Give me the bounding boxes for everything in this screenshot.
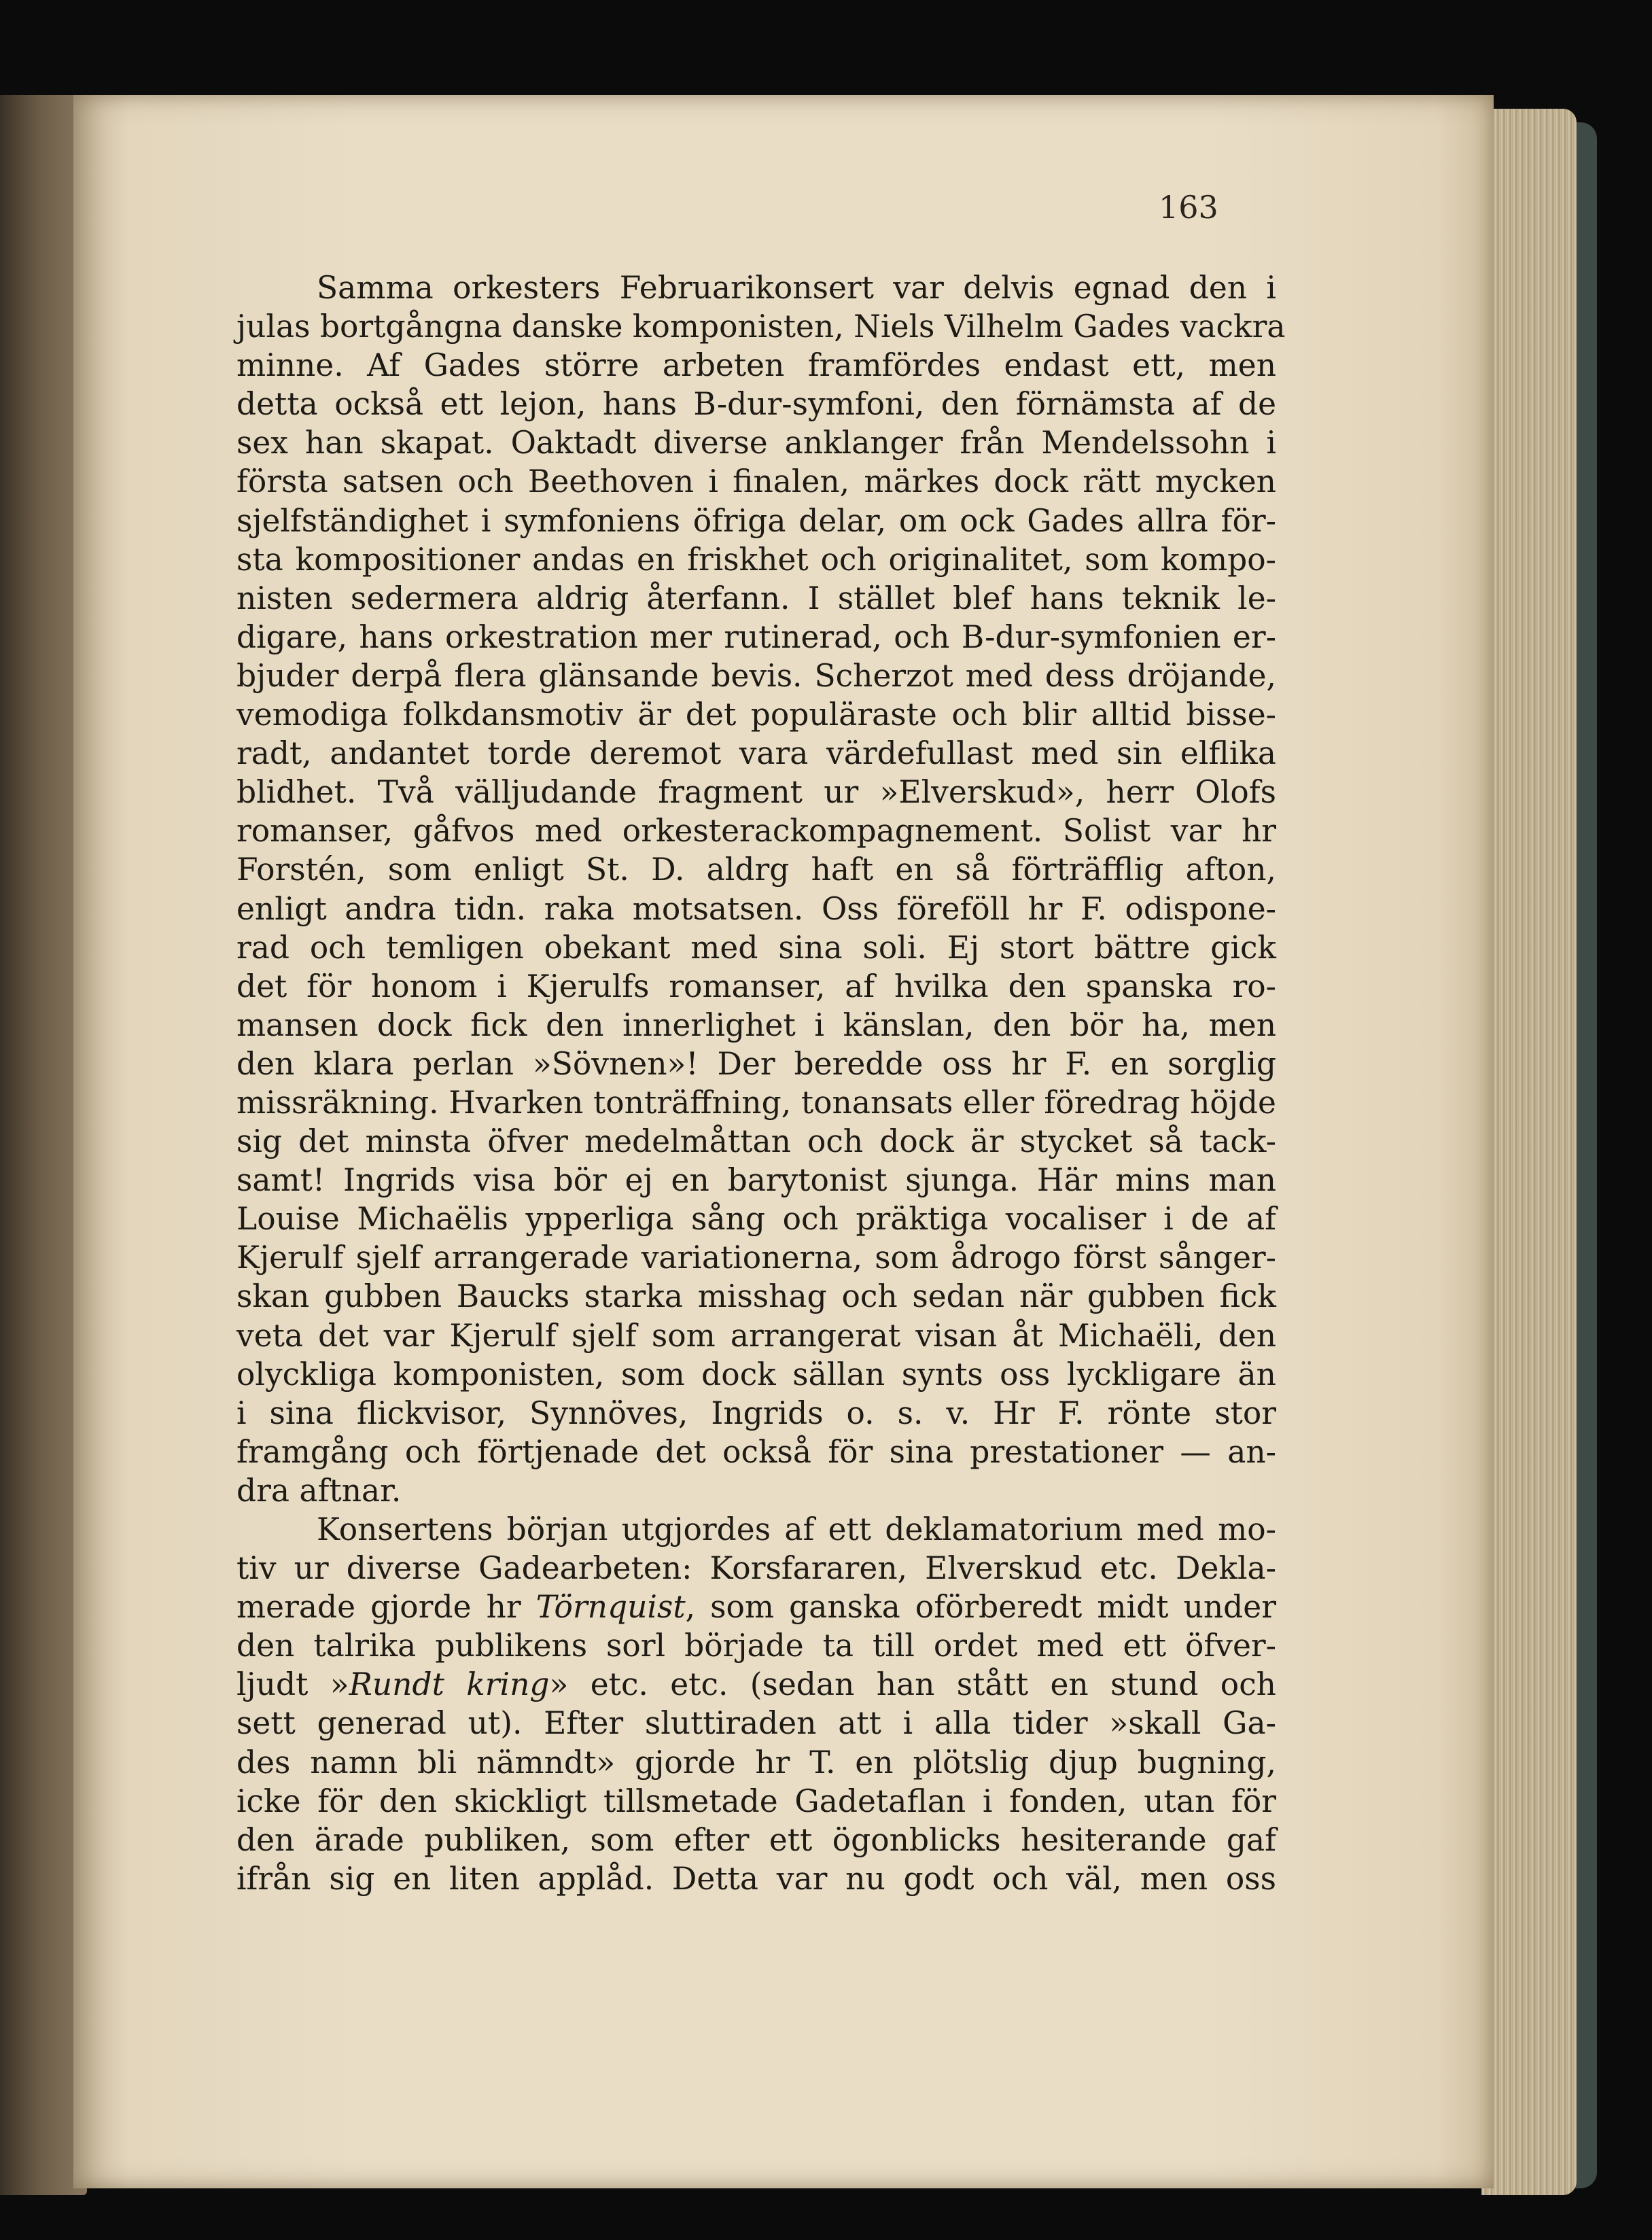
- text-segment: sett generad ut). Efter sluttiraden att i alla tider »skall Ga-: [236, 1705, 1276, 1742]
- text-segment: radt, andantet torde deremot vara värdefullast med sin elflika: [236, 735, 1276, 772]
- text-line: [236, 928, 1276, 967]
- text-segment: framgång och förtjenade det också för sina prestationer — an-: [236, 1433, 1276, 1470]
- text-segment: digare, hans orkestration mer rutinerad, och B-dur-symfonien er-: [236, 618, 1276, 655]
- text-line: [236, 850, 1276, 889]
- text-line: [236, 657, 1276, 695]
- text-line: [236, 1394, 1276, 1433]
- text-segment: missräkning. Hvarken tonträffning, tonansats eller föredrag höjde: [236, 1084, 1276, 1121]
- text-line: [236, 1122, 1276, 1161]
- text-segment: nisten sedermera aldrig återfann. I stället blef hans teknik le-: [236, 580, 1276, 616]
- text-line: [236, 385, 1276, 423]
- text-line: [236, 1045, 1276, 1083]
- body-text: [236, 268, 1286, 1898]
- text-line: [236, 773, 1276, 811]
- text-line: [236, 346, 1276, 385]
- text-line: [236, 502, 1276, 540]
- text-line: [236, 890, 1276, 928]
- text-segment: sig det minsta öfver medelmåttan och dock är stycket så tack-: [236, 1123, 1276, 1160]
- text-line: [236, 1083, 1276, 1122]
- text-line: [236, 1510, 1276, 1549]
- text-segment: » etc. etc. (sedan han stått en stund och: [549, 1666, 1276, 1703]
- text-segment: bjuder derpå flera glänsande bevis. Scherzot med dess dröjande,: [236, 657, 1276, 694]
- text-segment: des namn bli nämndt» gjorde hr T. en plötslig djup bugning,: [236, 1744, 1276, 1781]
- text-line: [236, 1588, 1276, 1626]
- text-line: [236, 462, 1276, 501]
- text-line: [236, 1782, 1276, 1821]
- paragraph: [236, 268, 1286, 1510]
- italic-text: Rundt kring: [349, 1666, 550, 1703]
- text-segment: det för honom i Kjerulfs romanser, af hvilka den spanska ro-: [236, 968, 1276, 1004]
- text-segment: sjelfständighet i symfoniens öfriga delar, om ock Gades allra för-: [236, 502, 1276, 539]
- text-segment: ljudt »: [236, 1666, 349, 1703]
- text-line: [236, 1355, 1276, 1394]
- text-line: [236, 734, 1276, 773]
- text-line: [236, 423, 1276, 462]
- text-segment: Samma orkesters Februarikonsert var delvis egnad den i: [317, 270, 1276, 306]
- text-segment: dra aftnar.: [236, 1472, 402, 1509]
- text-segment: Kjerulf sjelf arrangerade variationerna, som ådrogo först sånger-: [236, 1240, 1276, 1276]
- text-segment: merade gjorde hr: [236, 1589, 536, 1626]
- text-segment: den talrika publikens sorl började ta till ordet med ett öfver-: [236, 1628, 1276, 1664]
- text-line: [236, 1665, 1276, 1704]
- text-line: [236, 967, 1276, 1006]
- text-segment: enligt andra tidn. raka motsatsen. Oss föreföll hr F. odispone-: [236, 890, 1276, 927]
- text-line: [236, 1006, 1276, 1045]
- text-line: [236, 1626, 1276, 1665]
- text-segment: romanser, gåfvos med orkesterackompagnement. Solist var hr: [236, 813, 1276, 850]
- page-stack-edges: [1481, 109, 1577, 2195]
- text-segment: samt! Ingrids visa bör ej en barytonist sjunga. Här mins man: [236, 1162, 1276, 1199]
- text-segment: , som ganska oförberedt midt under: [685, 1589, 1276, 1626]
- text-line: [236, 1471, 1276, 1510]
- text-line: [236, 695, 1276, 734]
- text-segment: julas bortgångna danske komponisten, Niels Vilhelm Gades vackra: [236, 309, 1286, 345]
- text-line: [236, 1549, 1276, 1588]
- text-line: [236, 1277, 1276, 1316]
- text-line: [236, 1161, 1276, 1200]
- text-line: [236, 540, 1276, 579]
- text-line: [236, 1316, 1276, 1355]
- text-segment: skan gubben Baucks starka misshag och sedan när gubben fick: [236, 1278, 1276, 1315]
- text-segment: icke för den skickligt tillsmetade Gadetaflan i fonden, utan för: [236, 1783, 1276, 1819]
- text-segment: den ärade publiken, som efter ett ögonblicks hesiterande gaf: [236, 1821, 1276, 1858]
- text-line: [236, 1433, 1276, 1471]
- text-segment: veta det var Kjerulf sjelf som arrangerat visan åt Michaëli, den: [236, 1317, 1276, 1354]
- text-line: [236, 1704, 1276, 1743]
- text-segment: Konsertens början utgjordes af ett deklamatorium med mo-: [317, 1511, 1276, 1547]
- paragraph: [236, 1510, 1276, 1898]
- text-line: [236, 1821, 1276, 1859]
- text-line: [236, 1859, 1276, 1898]
- text-line: [236, 268, 1276, 307]
- text-segment: rad och temligen obekant med sina soli. Ej stort bättre gick: [236, 929, 1276, 966]
- text-segment: Forstén, som enligt St. D. aldrg haft en så förträfflig afton,: [236, 852, 1276, 888]
- text-segment: minne. Af Gades större arbeten framfördes endast ett, men: [236, 347, 1276, 384]
- text-segment: Louise Michaëlis ypperliga sång och präktiga vocaliser i de af: [236, 1201, 1276, 1238]
- text-line: [236, 811, 1276, 850]
- text-segment: i sina flickvisor, Synnöves, Ingrids o. s. v. Hr F. rönte stor: [236, 1395, 1276, 1431]
- text-segment: mansen dock fick den innerlighet i känslan, den bör ha, men: [236, 1007, 1276, 1043]
- text-line: [236, 618, 1276, 657]
- text-segment: vemodiga folkdansmotiv är det populäraste och blir alltid bisse-: [236, 697, 1276, 733]
- italic-text: Törnquist: [535, 1589, 686, 1626]
- text-line: [236, 1200, 1276, 1238]
- text-segment: den klara perlan »Sövnen»! Der beredde oss hr F. en sorglig: [236, 1045, 1276, 1082]
- text-line: [236, 1238, 1276, 1277]
- text-segment: sex han skapat. Oaktadt diverse anklanger från Mendelssohn i: [236, 425, 1276, 461]
- text-segment: olyckliga komponisten, som dock sällan synts oss lyckligare än: [236, 1356, 1276, 1393]
- text-line: [236, 579, 1276, 618]
- text-line: [236, 1743, 1276, 1782]
- page-number: 163: [1159, 189, 1218, 226]
- text-segment: detta också ett lejon, hans B-dur-symfoni, den förnämsta af de: [236, 386, 1276, 423]
- text-segment: första satsen och Beethoven i finalen, märkes dock rätt mycken: [236, 463, 1276, 500]
- text-segment: sta kompositioner andas en friskhet och originalitet, som kompo-: [236, 541, 1276, 578]
- text-segment: tiv ur diverse Gadearbeten: Korsfararen, Elverskud etc. Dekla-: [236, 1550, 1276, 1587]
- text-line: [236, 307, 1286, 346]
- text-segment: ifrån sig en liten applåd. Detta var nu godt och väl, men oss: [236, 1860, 1276, 1897]
- text-segment: blidhet. Två välljudande fragment ur »Elverskud», herr Olofs: [236, 774, 1276, 811]
